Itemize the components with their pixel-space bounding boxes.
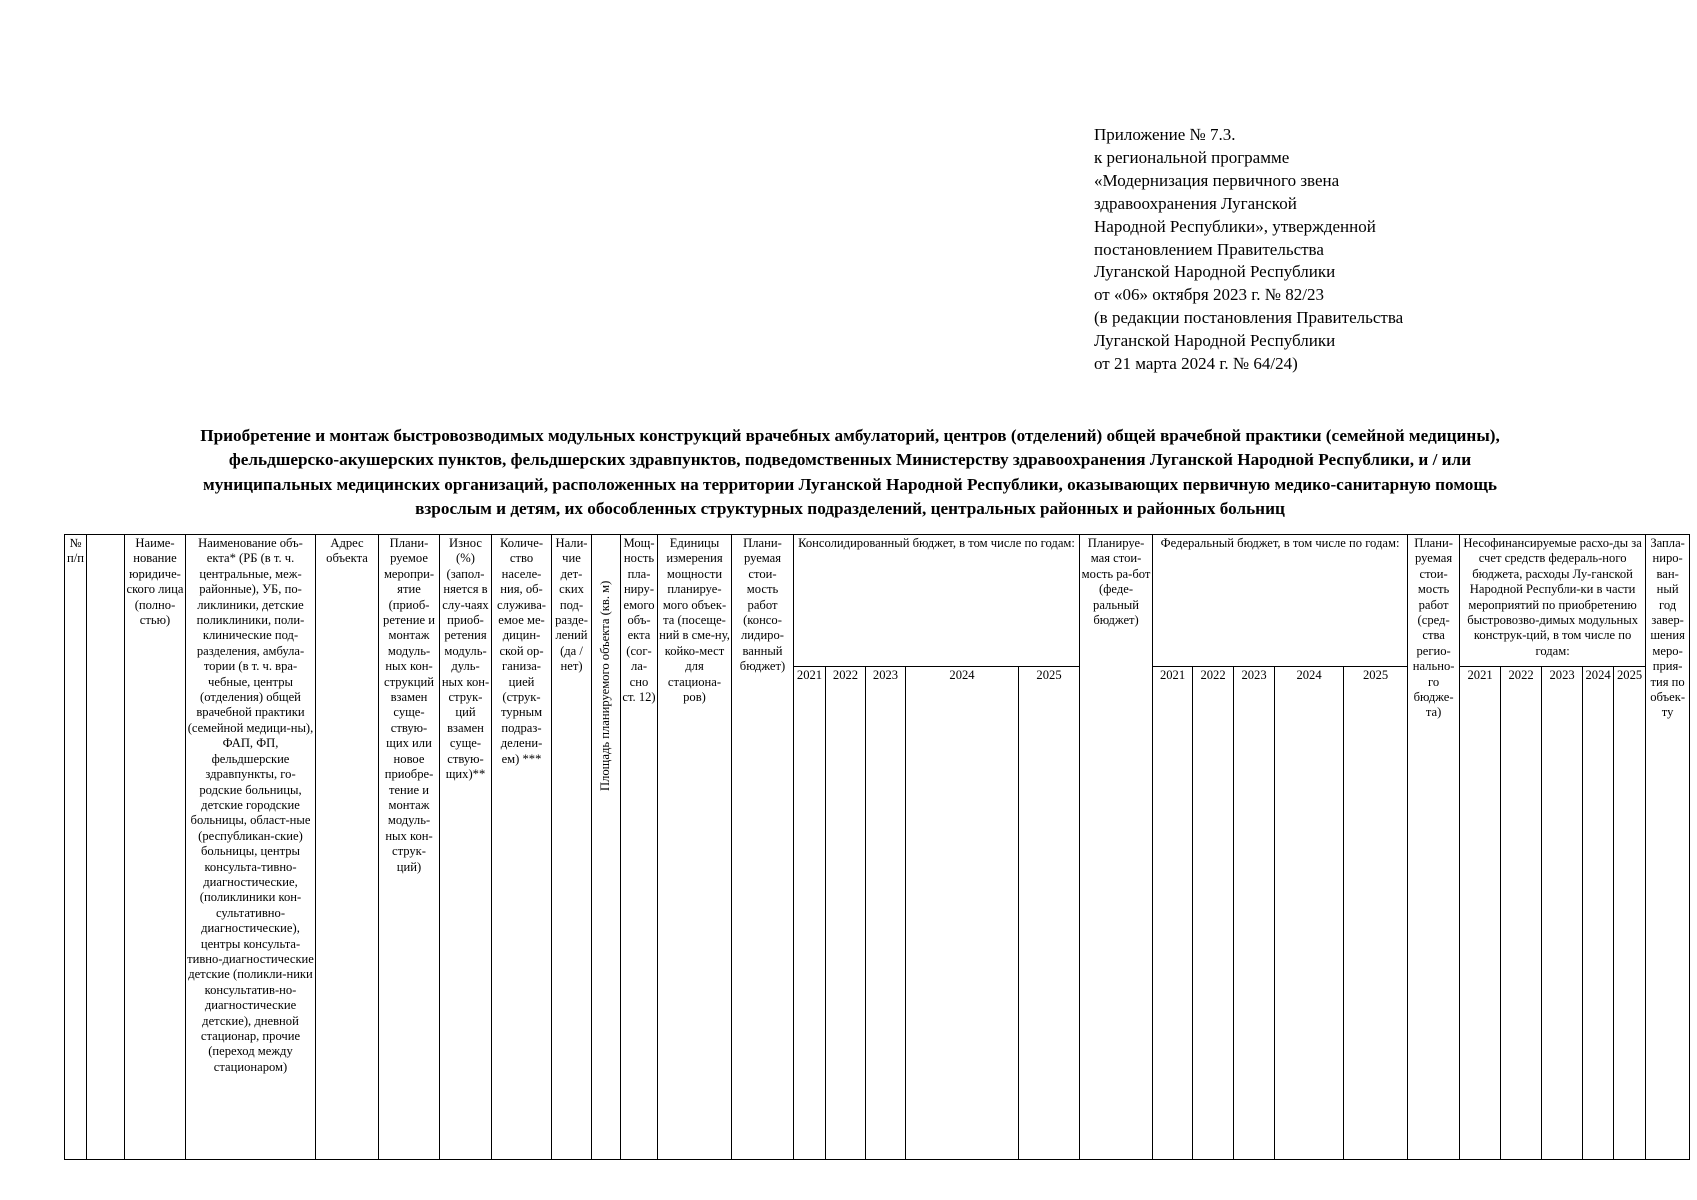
appendix-line: от 21 марта 2024 г. № 64/24) xyxy=(1094,354,1298,374)
year-header: 2024 xyxy=(906,667,1019,1160)
col-header-planned-event: Плани-руемое меропри-ятие (приоб-ретение и монтаж модуль-ных кон-струкций взамен суще-ствую-щих или новое приобре-тение и монтаж модуль-ных кон-струк-ций) xyxy=(379,535,440,1160)
col-header-unfunded: Несофинансируемые расхо-ды за счет средств федераль-ного бюджета, расходы Лу-ганской Народной Республи-ки в части мероприятий по приобретению быстровозво-димых модульных конструк-ций, в том числе по годам: xyxy=(1460,535,1646,667)
col-header-blank xyxy=(87,535,125,1160)
appendix-line: здравоохранения Луганской xyxy=(1094,193,1297,213)
appendix-block xyxy=(1094,124,1654,376)
appendix-line: Луганской Народной Республики xyxy=(1094,331,1336,351)
year-header: 2021 xyxy=(1460,667,1501,1160)
col-header-address: Адрес объекта xyxy=(316,535,379,1160)
appendix-line: постановлением Правительства xyxy=(1094,239,1324,259)
year-header: 2025 xyxy=(1019,667,1080,1160)
col-header-completion-year: Запла-ниро-ван-ный год завер-шения меро-прия-тия по объек-ту xyxy=(1646,535,1690,1160)
col-header-area-cell xyxy=(592,535,621,1160)
col-header-num: № п/п xyxy=(65,535,87,1160)
appendix-line: от «06» октября 2023 г. № 82/23 xyxy=(1094,285,1324,305)
document-title xyxy=(60,424,1640,522)
col-header-consolidated: Консолидированный бюджет, в том числе по годам: xyxy=(794,535,1080,667)
title-line: муниципальных медицинских организаций, расположенных на территории Луганской Народной Республики, оказывающих первичную медико-санитарную помощь xyxy=(203,474,1497,494)
year-header: 2023 xyxy=(1234,667,1275,1160)
title-line: взрослым и детям, их обособленных структурных подразделений, центральных районных и районных больниц xyxy=(415,499,1285,519)
year-header: 2024 xyxy=(1275,667,1344,1160)
col-header-population: Количе-ство населе-ния, об-служива-емое ме-дицин-ской ор-ганиза-цией (струк-турным подраз-делени-ем) *** xyxy=(492,535,552,1160)
col-header-wear: Износ (%) (запол-няется в слу-чаях приоб-ретения модуль-дуль-ных кон-струк-ций взамен суще-ствую-щих)** xyxy=(440,535,492,1160)
year-header: 2022 xyxy=(1501,667,1542,1160)
year-header: 2023 xyxy=(1542,667,1583,1160)
col-header-planned-cost-regional: Плани-руемая стои-мость работ (сред-ства регио-нально-го бюдже-та) xyxy=(1408,535,1460,1160)
appendix-line: (в редакции постановления Правительства xyxy=(1094,308,1404,328)
year-header: 2023 xyxy=(866,667,906,1160)
title-line: фельдшерско-акушерских пунктов, фельдшерских здравпунктов, подведомственных Министерству здравоохранения Луганской Народной Республики, и / или xyxy=(228,450,1472,470)
col-header-federal: Федеральный бюджет, в том числе по годам: xyxy=(1153,535,1408,667)
col-header-area: Площадь планируемого объекта (кв. м) xyxy=(598,580,612,791)
year-header: 2024 xyxy=(1583,667,1614,1160)
year-header: 2022 xyxy=(826,667,866,1160)
year-header: 2021 xyxy=(794,667,826,1160)
col-header-children: Нали-чие дет-ских под-разде-лений (да / нет) xyxy=(552,535,592,1160)
col-header-capacity: Мощ-ность пла-ниру-емого объ-екта (сог-ла-сно ст. 12) xyxy=(621,535,658,1160)
year-header: 2021 xyxy=(1153,667,1193,1160)
col-header-object-name: Наименование объ-екта* (РБ (в т. ч. центральные, меж-районные), УБ, по-ликлиники, детские поликлиники, поли-клинические под-разделения, амбула-тории (в т. ч. вра-чебные, центры (отделения) общей врачебной практики (семейной медици-ны), ФАП, ФП, фельдшерские здравпункты, го-родские больницы, детские городские больницы, област-ные (республикан-ские) больницы, центры консульта-тивно-диагностические, (поликлиники кон-сультативно-диагностические), центры консульта-тивно-диагностические детские (поликли-ники консультатив-но-диагностические детские), дневной стационар, прочие (переход между стационаром) xyxy=(186,535,316,1160)
appendix-line: Народной Республики», утвержденной xyxy=(1094,216,1376,236)
year-header: 2025 xyxy=(1614,667,1646,1160)
title-line: Приобретение и монтаж быстровозводимых модульных конструкций врачебных амбулаторий, центров (отделений) общей врачебной практики (семейной медицины), xyxy=(200,426,1500,445)
appendix-line: «Модернизация первичного звена xyxy=(1094,170,1340,190)
col-header-planned-cost-federal: Планируе-мая стои-мость ра-бот (феде-ральный бюджет) xyxy=(1080,535,1153,1160)
col-header-legal-name: Наиме-нование юридиче-ского лица (полно-стью) xyxy=(125,535,186,1160)
appendix-line: к региональной программе xyxy=(1094,147,1290,167)
year-header: 2022 xyxy=(1193,667,1234,1160)
appendix-line: Луганской Народной Республики xyxy=(1094,262,1336,282)
year-header: 2025 xyxy=(1344,667,1408,1160)
col-header-planned-cost: Плани-руемая стои-мость работ (консо-лидиро-ванный бюджет) xyxy=(732,535,794,1160)
col-header-units: Единицы измерения мощности планируе-мого объек-та (посеще-ний в сме-ну, койко-мест для стациона-ров) xyxy=(658,535,732,1160)
program-table xyxy=(64,534,1690,1160)
appendix-line: Приложение № 7.3. xyxy=(1094,125,1236,144)
